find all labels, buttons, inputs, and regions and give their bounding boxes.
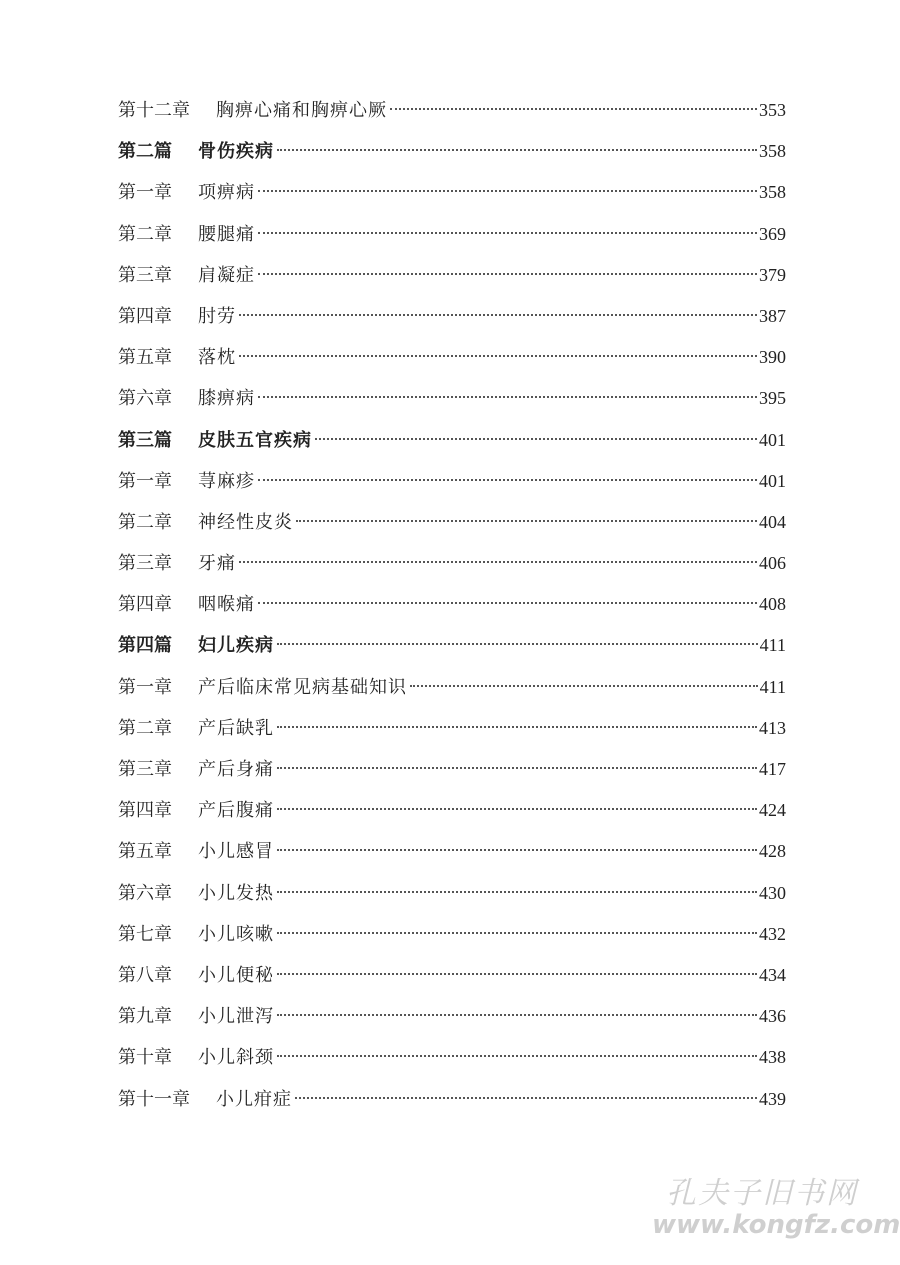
toc-entry-number: 第九章: [118, 1006, 172, 1028]
table-of-contents: [118, 90, 786, 1120]
toc-entry-number: 第六章: [118, 882, 172, 904]
toc-entry-page: 413: [759, 717, 786, 738]
toc-entry-page: 417: [759, 759, 786, 779]
toc-entry-page: 404: [759, 511, 786, 532]
toc-chapter-row[interactable]: [118, 255, 786, 296]
toc-entry-title: 落枕: [198, 347, 236, 369]
toc-entry-title: 膝痹病: [198, 388, 255, 410]
toc-entry-page: 390: [759, 347, 786, 368]
toc-entry-title: 胸痹心痛和胸痹心厥: [216, 100, 387, 121]
toc-entry-number: 第十二章: [118, 100, 190, 121]
toc-dot-leader: [277, 891, 757, 893]
toc-dot-leader: [277, 932, 757, 934]
toc-entry-number: 第二篇: [118, 141, 172, 163]
toc-entry-number: 第四章: [118, 800, 172, 822]
toc-entry-number: 第六章: [118, 388, 172, 410]
toc-entry-title: 产后腹痛: [198, 800, 274, 822]
toc-entry-page: 411: [759, 635, 786, 656]
toc-entry-title: 妇儿疾病: [198, 635, 274, 657]
toc-chapter-row[interactable]: [118, 955, 786, 996]
toc-dot-leader: [315, 438, 757, 440]
toc-entry-title: 产后缺乳: [198, 717, 274, 739]
toc-entry-page: 432: [759, 923, 786, 944]
toc-entry-title: 咽喉痛: [198, 594, 255, 616]
toc-entry-page: 401: [759, 429, 786, 450]
toc-dot-leader: [295, 1097, 757, 1099]
toc-entry-title: 小儿感冒: [198, 841, 274, 863]
toc-entry-title: 小儿斜颈: [198, 1047, 274, 1069]
toc-dot-leader: [277, 767, 757, 769]
toc-dot-leader: [277, 849, 757, 851]
toc-entry-number: 第三章: [118, 264, 172, 286]
toc-entry-title: 骨伤疾病: [198, 141, 274, 163]
toc-entry-number: 第一章: [118, 676, 172, 698]
toc-entry-title: 小儿便秘: [198, 964, 274, 986]
toc-chapter-row[interactable]: [118, 502, 786, 543]
toc-chapter-row[interactable]: [118, 873, 786, 914]
toc-part-row[interactable]: [118, 131, 786, 172]
toc-entry-title: 皮肤五官疾病: [198, 429, 312, 451]
toc-chapter-row[interactable]: [118, 1037, 786, 1078]
toc-dot-leader: [277, 726, 757, 728]
toc-chapter-row[interactable]: [118, 831, 786, 872]
toc-entry-title: 小儿疳症: [216, 1088, 292, 1110]
toc-dot-leader: [258, 273, 757, 275]
toc-entry-number: 第四章: [118, 594, 172, 616]
toc-chapter-row[interactable]: [118, 90, 786, 131]
toc-dot-leader: [258, 396, 757, 398]
toc-chapter-row[interactable]: [118, 914, 786, 955]
toc-dot-leader: [277, 1014, 757, 1016]
toc-entry-page: 358: [759, 141, 786, 162]
toc-entry-page: 401: [759, 470, 786, 491]
toc-entry-page: 424: [759, 800, 786, 821]
toc-entry-title: 小儿咳嗽: [198, 923, 274, 945]
toc-dot-leader: [239, 314, 757, 316]
toc-entry-page: 430: [759, 882, 786, 903]
toc-entry-number: 第三章: [118, 759, 172, 780]
toc-entry-number: 第一章: [118, 470, 172, 492]
toc-entry-title: 小儿泄泻: [198, 1006, 274, 1028]
toc-chapter-row[interactable]: [118, 461, 786, 502]
toc-chapter-row[interactable]: [118, 214, 786, 255]
toc-entry-number: 第十章: [118, 1047, 172, 1069]
toc-dot-leader: [277, 149, 757, 151]
toc-entry-number: 第四章: [118, 305, 172, 327]
toc-dot-leader: [277, 808, 757, 810]
toc-entry-title: 产后身痛: [198, 759, 274, 780]
toc-entry-number: 第三章: [118, 553, 172, 575]
toc-entry-page: 436: [759, 1006, 786, 1027]
toc-entry-title: 牙痛: [198, 553, 236, 575]
watermark-text: 孔夫子旧书网: [666, 1176, 858, 1211]
toc-chapter-row[interactable]: [118, 1079, 786, 1120]
toc-dot-leader: [258, 232, 757, 234]
toc-entry-page: 395: [759, 388, 786, 409]
toc-entry-number: 第七章: [118, 923, 172, 945]
toc-entry-page: 434: [759, 964, 786, 985]
toc-entry-number: 第十一章: [118, 1088, 190, 1110]
toc-entry-title: 肘劳: [198, 305, 236, 327]
toc-entry-page: 369: [759, 223, 786, 244]
toc-dot-leader: [258, 190, 757, 192]
toc-entry-page: 438: [759, 1047, 786, 1068]
toc-dot-leader: [277, 643, 758, 645]
toc-dot-leader: [410, 685, 758, 687]
toc-entry-number: 第四篇: [118, 635, 172, 657]
toc-entry-page: 379: [759, 264, 786, 285]
toc-chapter-row[interactable]: [118, 790, 786, 831]
toc-entry-page: 406: [759, 553, 786, 574]
toc-chapter-row[interactable]: [118, 172, 786, 213]
toc-chapter-row[interactable]: [118, 708, 786, 749]
toc-entry-page: 428: [759, 841, 786, 862]
toc-entry-number: 第一章: [118, 182, 172, 204]
toc-entry-page: 439: [759, 1088, 786, 1109]
toc-entry-title: 肩凝症: [198, 264, 255, 286]
toc-dot-leader: [296, 520, 757, 522]
toc-chapter-row[interactable]: [118, 378, 786, 419]
toc-entry-number: 第二章: [118, 223, 172, 245]
toc-chapter-row[interactable]: [118, 337, 786, 378]
toc-dot-leader: [239, 355, 757, 357]
toc-entry-title: 产后临床常见病基础知识: [198, 676, 407, 698]
toc-entry-number: 第二章: [118, 511, 172, 533]
toc-entry-page: 358: [759, 182, 786, 203]
toc-dot-leader: [277, 1055, 757, 1057]
toc-entry-title: 神经性皮炎: [198, 511, 293, 533]
toc-dot-leader: [390, 108, 757, 110]
toc-entry-page: 353: [759, 100, 786, 120]
toc-chapter-row[interactable]: [118, 749, 786, 790]
toc-entry-number: 第八章: [118, 964, 172, 986]
toc-entry-title: 项痹病: [198, 182, 255, 204]
toc-chapter-row[interactable]: [118, 584, 786, 625]
watermark: [652, 1168, 900, 1240]
toc-part-row[interactable]: [118, 625, 786, 666]
toc-part-row[interactable]: [118, 420, 786, 461]
toc-entry-number: 第三篇: [118, 429, 172, 451]
toc-chapter-row[interactable]: [118, 543, 786, 584]
toc-chapter-row[interactable]: [118, 296, 786, 337]
toc-entry-title: 小儿发热: [198, 882, 274, 904]
toc-chapter-row[interactable]: [118, 667, 786, 708]
toc-entry-page: 408: [759, 594, 786, 615]
toc-entry-number: 第五章: [118, 347, 172, 369]
toc-entry-title: 荨麻疹: [198, 470, 255, 492]
toc-dot-leader: [277, 973, 757, 975]
toc-entry-number: 第二章: [118, 717, 172, 739]
toc-entry-page: 387: [759, 305, 786, 326]
toc-entry-number: 第五章: [118, 841, 172, 863]
toc-dot-leader: [258, 602, 757, 604]
toc-dot-leader: [258, 479, 757, 481]
watermark-url: www.kongfz.com: [652, 1210, 900, 1240]
toc-entry-title: 腰腿痛: [198, 223, 255, 245]
toc-chapter-row[interactable]: [118, 996, 786, 1037]
toc-dot-leader: [239, 561, 757, 563]
toc-entry-page: 411: [759, 676, 786, 697]
